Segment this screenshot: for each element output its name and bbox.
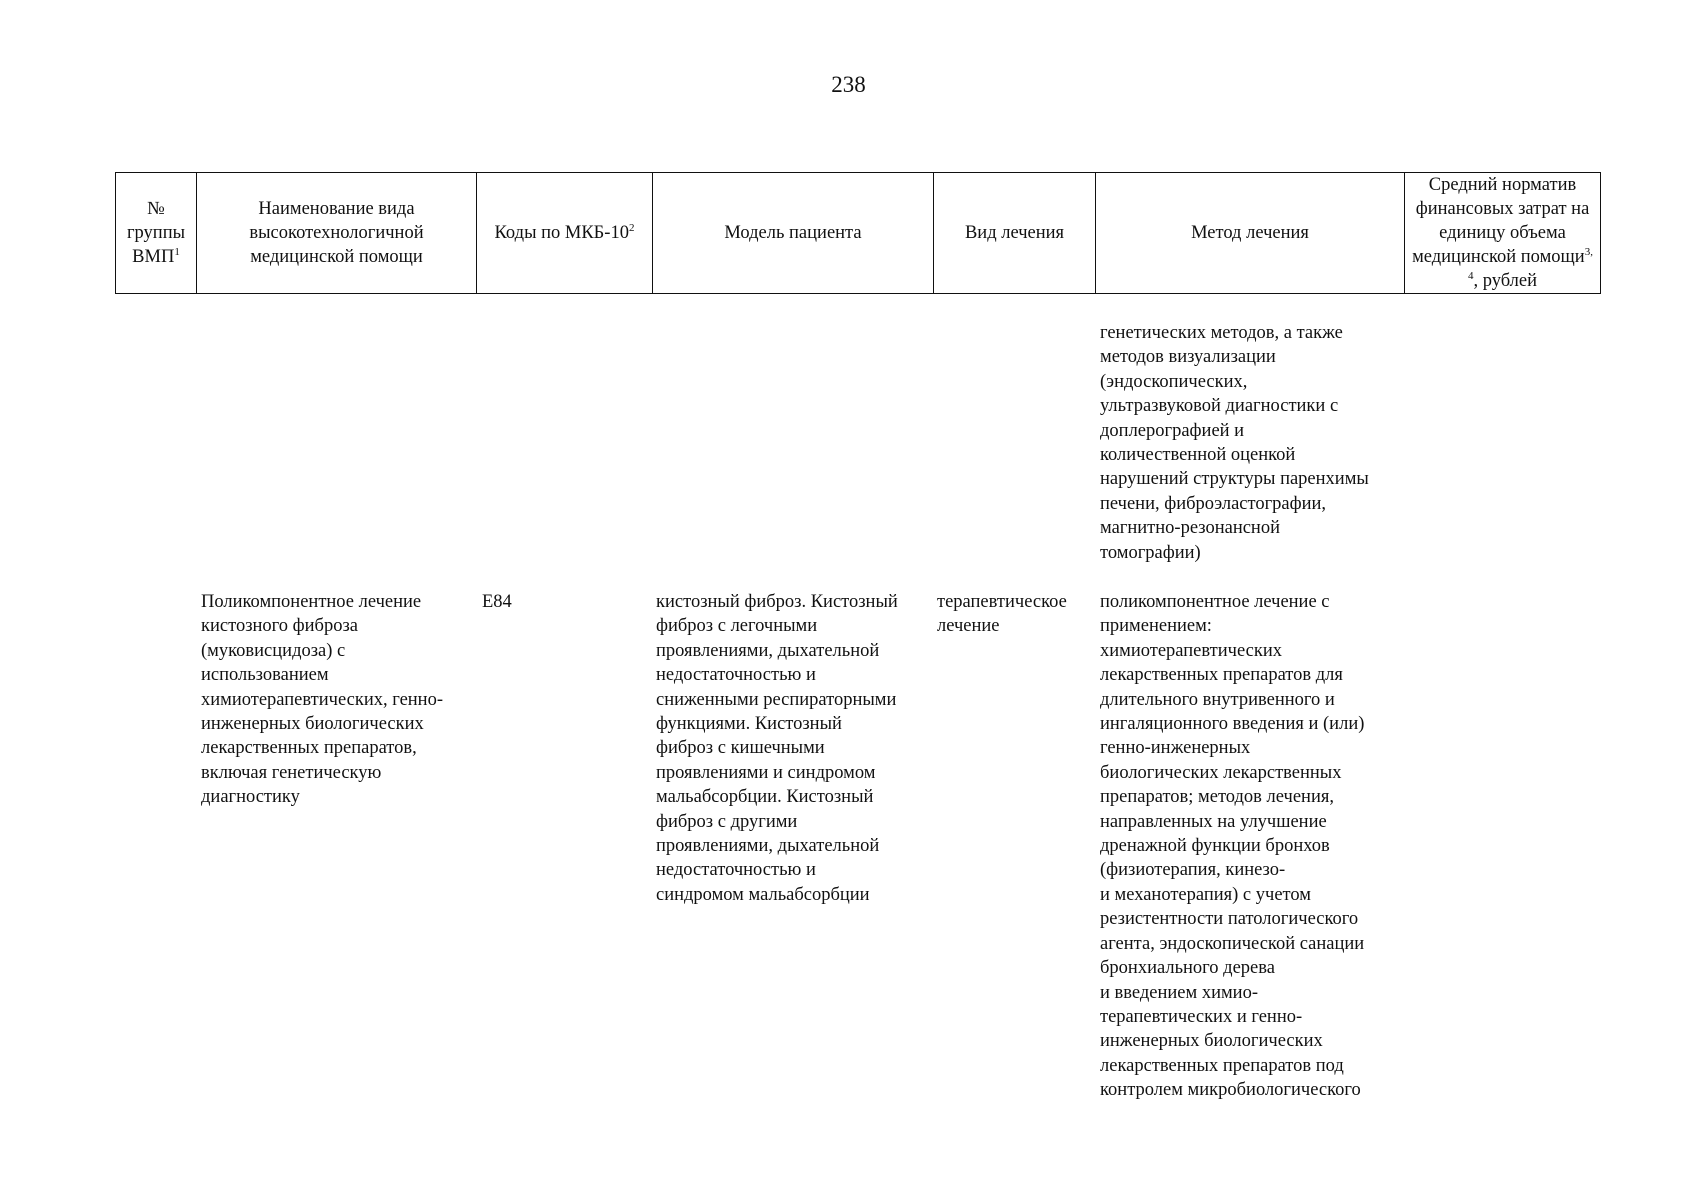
column-header-vmp-name: Наименование вида высокотехнологичной медицинской помощи bbox=[197, 173, 477, 294]
footnote-marker: 2 bbox=[628, 221, 635, 234]
column-header-group-number: № группы ВМП$^1$ bbox=[116, 173, 197, 294]
table-header bbox=[115, 172, 1601, 294]
footnote-marker: 3, 4 bbox=[1467, 245, 1593, 282]
table-header-row bbox=[116, 173, 1601, 294]
row-treatment-type: терапевтическое лечение bbox=[937, 592, 1067, 637]
column-header-cost-standard: Средний норматив финансовых затрат на единицу объема медицинской помощи$^{3, 4}$, рублей bbox=[1405, 173, 1601, 294]
column-header-icd-codes: Коды по МКБ-$10^2$ bbox=[477, 173, 653, 294]
row-treatment-method: поликомпонентное лечение с применением: химиотерапевтических лекарственных препаратов для длительного внутривенного и ингаляционного введения и (или) генно-инженерных биологических лекарственных препаратов; методов лечения, направленных на улучшение дренажной функции бронхов (физиотерапия, кинезо- и механотерапия) с учетом резистентности патологического агента, эндоскопической санации бронхиального дерева и введением химио- терапевтических и генно- инженерных биологических лекарственных препаратов под контролем микробиологического bbox=[1100, 592, 1365, 1101]
column-header-treatment-type: Вид лечения bbox=[934, 173, 1096, 294]
column-header-patient-model: Модель пациента bbox=[653, 173, 934, 294]
row-icd-code: E84 bbox=[482, 592, 512, 612]
footnote-marker: 1 bbox=[174, 245, 180, 258]
row-vmp-name: Поликомпонентное лечение кистозного фиброза (муковисцидоза) с использованием химиотерапевтических, генно- инженерных биологических лекарственных препаратов, включая генетическую диагностику bbox=[201, 592, 443, 808]
page-number: 238 bbox=[831, 72, 866, 97]
treatment-method-continuation: генетических методов, а также методов визуализации (эндоскопических, ультразвуковой диагностики с доплерографией и количественной оценкой нарушений структуры паренхимы печени, фиброэластографии, магнитно-резонансной томографии) bbox=[1100, 323, 1369, 563]
row-patient-model: кистозный фиброз. Кистозный фиброз с легочными проявлениями, дыхательной недостаточностью и сниженными респираторными функциями. Кистозный фиброз с кишечными проявлениями и синдромом мальабсорбции. Кистозный фиброз с другими проявлениями, дыхательной недостаточностью и синдромом мальабсорбции bbox=[656, 592, 898, 905]
column-header-treatment-method: Метод лечения bbox=[1096, 173, 1405, 294]
